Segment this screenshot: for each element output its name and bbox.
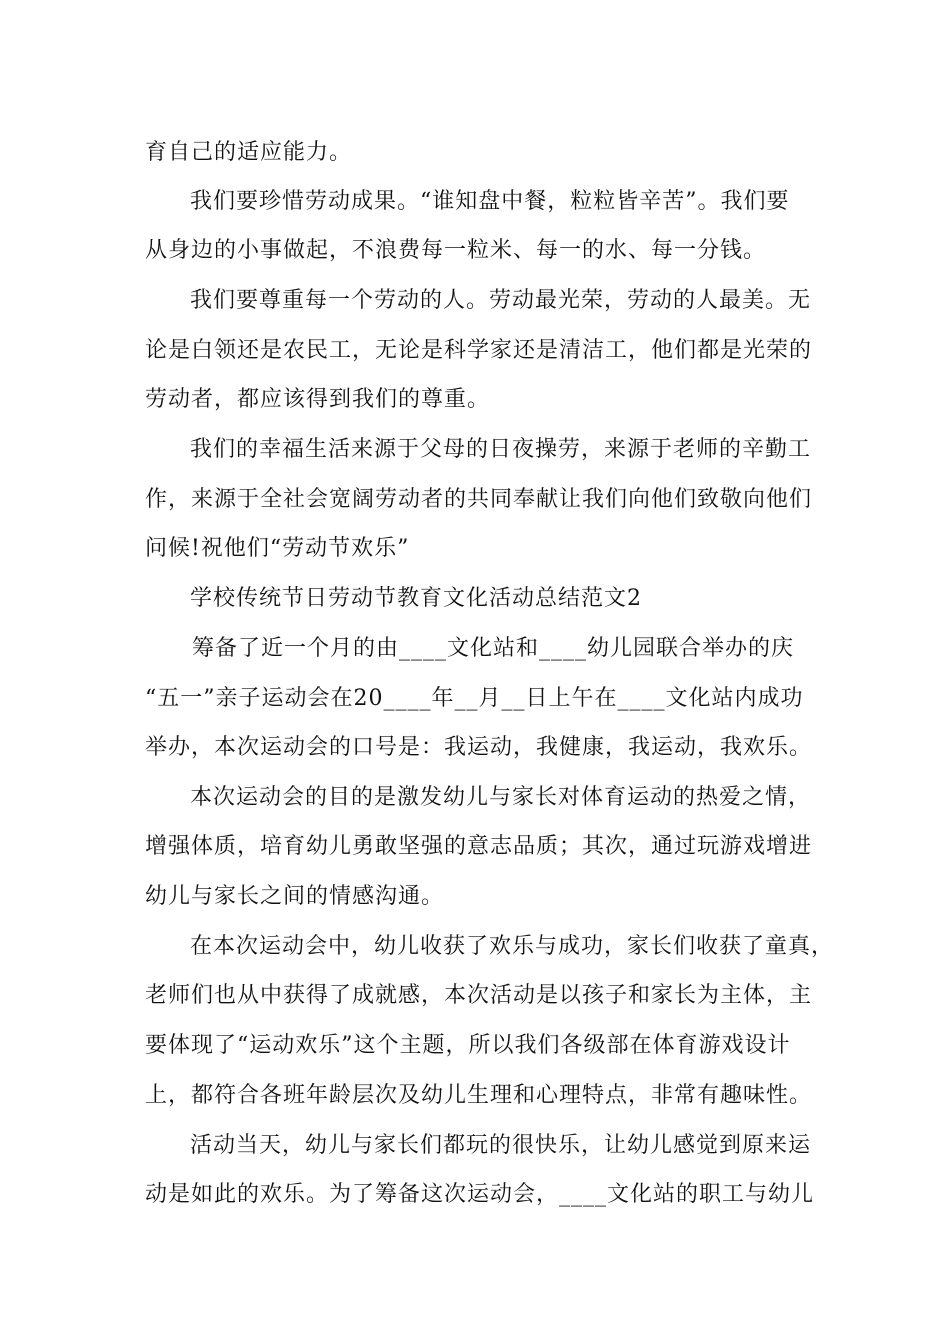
text-line: 我们要尊重每一个劳动的人。劳动最光荣，劳动的人最美。无 bbox=[190, 288, 812, 313]
section-heading: 学校传统节日劳动节教育文化活动总结范文2 bbox=[190, 586, 642, 611]
text-line: 我们要珍惜劳动成果。“谁知盘中餐，粒粒皆辛苦”。我们要 bbox=[190, 189, 790, 214]
text-line: 本次运动会的目的是激发幼儿与家长对体育运动的热爱之情， bbox=[190, 785, 812, 810]
text-line: 老师们也从中获得了成就感，本次活动是以孩子和家长为主体，主 bbox=[145, 983, 813, 1008]
text-line: 要体现了“运动欢乐”这个主题，所以我们各级部在体育游戏设计 bbox=[145, 1033, 791, 1058]
text-line: 举办，本次运动会的口号是：我运动，我健康，我运动，我欢乐。 bbox=[145, 735, 813, 760]
text-line: 育自己的适应能力。 bbox=[145, 140, 353, 165]
text-line: 劳动者，都应该得到我们的尊重。 bbox=[145, 387, 491, 412]
text-line: 问候!祝他们“劳动节欢乐” bbox=[145, 536, 410, 561]
text-line: 筹备了近一个月的由____文化站和____幼儿园联合举办的庆 bbox=[192, 636, 795, 661]
text-line: 增强体质，培育幼儿勇敢坚强的意志品质；其次，通过玩游戏增进 bbox=[145, 834, 813, 859]
text-line: 动是如此的欢乐。为了筹备这次运动会，____文化站的职工与幼儿 bbox=[145, 1182, 815, 1207]
text-line: 幼儿与家长之间的情感沟通。 bbox=[145, 884, 445, 909]
text-line: 从身边的小事做起，不浪费每一粒米、每一的水、每一分钱。 bbox=[145, 238, 767, 263]
text-line: 我们的幸福生活来源于父母的日夜操劳，来源于老师的辛勤工 bbox=[190, 437, 812, 462]
text-line: 上，都符合各班年龄层次及幼儿生理和心理特点，非常有趣味性。 bbox=[145, 1083, 813, 1108]
text-line: “五一”亲子运动会在20____年__月__日上午在____文化站内成功 bbox=[145, 686, 804, 711]
text-line: 论是白领还是农民工，无论是科学家还是清洁工，他们都是光荣的 bbox=[145, 338, 813, 363]
text-line: 活动当天，幼儿与家长们都玩的很快乐，让幼儿感觉到原来运 bbox=[190, 1133, 812, 1158]
text-line: 在本次运动会中，幼儿收获了欢乐与成功，家长们收获了童真， bbox=[190, 934, 835, 959]
text-line: 作，来源于全社会宽阔劳动者的共同奉献让我们向他们致敬向他们 bbox=[145, 487, 813, 512]
